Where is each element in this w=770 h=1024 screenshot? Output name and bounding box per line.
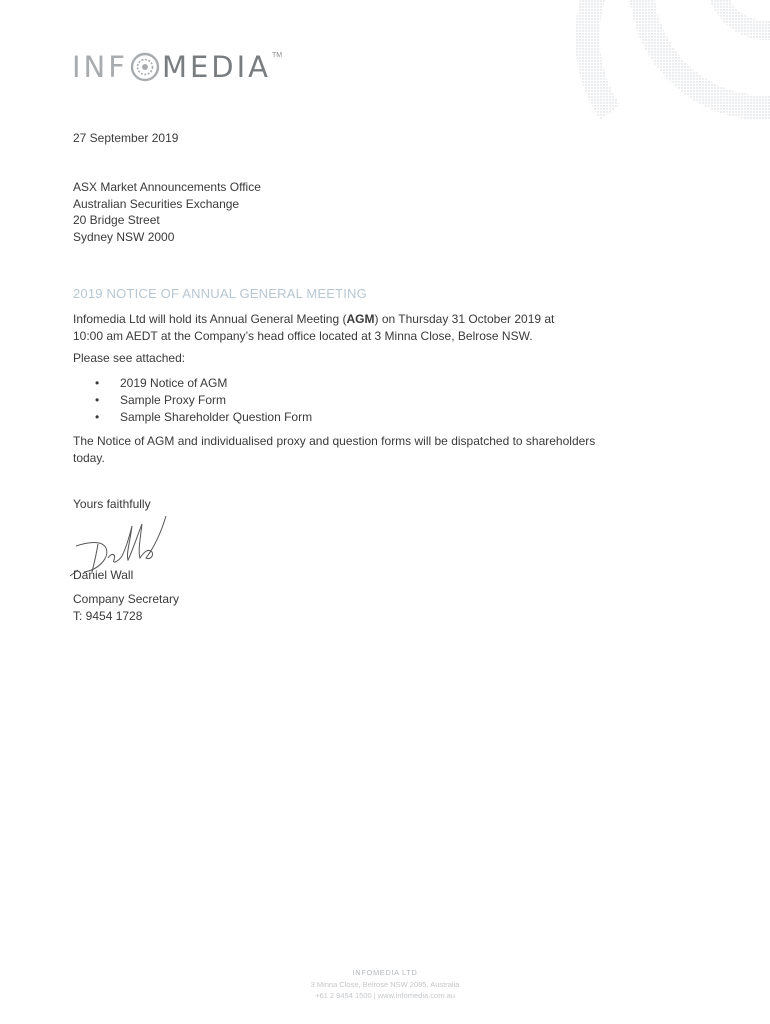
list-item-label: Sample Shareholder Question Form [120,410,313,424]
footer-company: INFOMEDIA LTD [352,968,418,977]
list-item-label: Sample Proxy Form [120,393,227,407]
list-item-label: 2019 Notice of AGM [120,376,228,390]
addressee-line: ASX Market Announcements Office [73,180,261,194]
addressee-line: 20 Bridge Street [73,213,160,227]
letter-heading: 2019 NOTICE OF ANNUAL GENERAL MEETING [73,286,367,301]
logo-o-icon [130,52,160,82]
attachments-list [95,375,312,426]
bullet-icon: • [95,376,100,390]
paragraph-attachments-intro [73,350,185,367]
signer-details [73,591,179,624]
infomedia-logo [72,50,282,84]
logo-text-right: MEDIA [161,50,272,84]
signer-block [73,567,133,584]
paragraph-text: ) on Thursday 31 October 2019 at [374,312,555,326]
closing [73,496,151,513]
paragraph-dispatch [73,433,595,466]
agm-abbreviation: AGM [346,312,375,326]
closing-text: Yours faithfully [73,497,151,511]
logo-text-left: INF [72,50,128,84]
bullet-icon: • [95,393,100,407]
signer-title: Company Secretary [73,592,180,606]
paragraph-line: Please see attached: [73,351,186,365]
logo-trademark: TM [272,51,283,59]
paragraph-line: today. [73,450,105,465]
list-item [95,375,312,392]
list-item [95,409,312,426]
paragraph-line: The Notice of AGM and individualised proxy and question forms will be dispatched to shareholders [73,434,596,448]
paragraph-line: 10:00 am AEDT at the Company’s head office located at 3 Minna Close, Belrose NSW. [73,328,533,343]
bullet-icon: • [95,410,100,424]
signer-name: Daniel Wall [73,568,134,582]
footer-address: 3 Minna Close, Belrose NSW 2085, Australia [310,979,460,989]
paragraph-agm-details [73,311,554,344]
paragraph-text: Infomedia Ltd will hold its Annual General Meeting ( [73,312,347,326]
addressee-block [73,179,261,245]
addressee-line: Australian Securities Exchange [73,196,240,211]
footer-contact: +61 2 9454 1500 | www.infomedia.com.au [315,991,455,1000]
letter-footer [0,967,770,1002]
addressee-line: Sydney NSW 2000 [73,229,175,244]
list-item [95,392,312,409]
paragraph-line [73,311,554,328]
decorative-dotted-arcs [540,0,770,160]
date-text: 27 September 2019 [73,131,179,145]
signer-phone: T: 9454 1728 [73,608,143,623]
letter-date [73,130,178,147]
